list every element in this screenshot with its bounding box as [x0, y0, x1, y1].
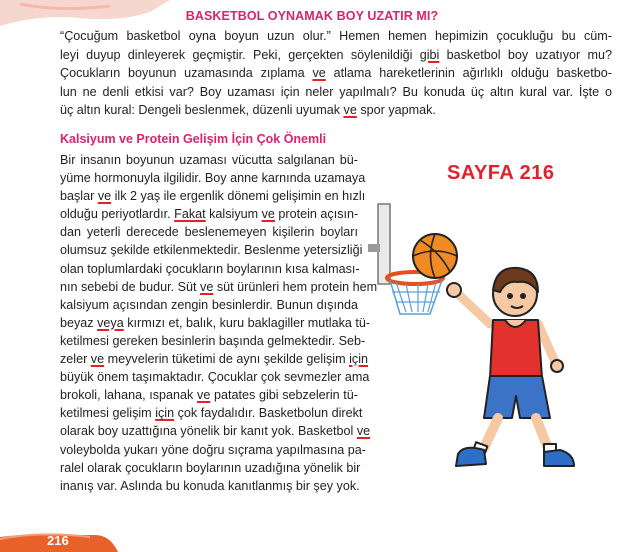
text-run: basketbol boy uzatıyor mu? — [439, 47, 612, 62]
underlined-word: veya — [97, 315, 124, 330]
text-run: üç altın kural: Dengeli beslenmek, düzenli uyumak — [60, 103, 344, 118]
text-run: olduğu periyotlardır. — [60, 207, 175, 222]
text-line — [60, 332, 366, 350]
text-run: zeler — [60, 352, 91, 367]
page-stamp: SAYFA 216 — [447, 162, 555, 184]
text-run: kırmızı et, balık, kuru baklagiller mutlaka tü- — [123, 315, 371, 330]
intro-paragraph — [60, 27, 612, 120]
underlined-word: gibi — [419, 47, 440, 62]
underlined-word: ve — [356, 424, 371, 439]
text-line — [60, 314, 371, 332]
underlined-word: ve — [343, 103, 357, 118]
text-run: olan toplumlardaki çocukların boylarının kısa kalması- — [60, 261, 360, 276]
text-run: spor yapmak. — [356, 103, 436, 118]
text-run: kalsiyum açısından zengin besinlerdir. Bunun dışında — [60, 297, 358, 312]
basketball-player-icon — [360, 196, 610, 486]
underlined-word: için — [349, 352, 368, 367]
text-line — [60, 46, 612, 65]
underlined-word: Fakat — [174, 207, 206, 222]
underlined-word: ve — [90, 352, 105, 367]
text-line — [60, 64, 612, 83]
text-run: “Çocuğum basketbol oyna boyun uzun olur.” Hemen hemen hepimizin çocukluğu bu cüm- — [60, 29, 612, 43]
text-line — [60, 101, 612, 120]
text-run: voleybolda yukarı yöne doğru sıçrama yapılmasına pa- — [60, 442, 366, 457]
text-line — [60, 386, 358, 404]
text-line — [60, 83, 612, 102]
text-run: brokoli, lahana, ıspanak — [60, 388, 198, 403]
underlined-word: ve — [261, 207, 275, 222]
text-run: atlama hareketlerinin ağırlıklı olduğu basketbo- — [325, 66, 612, 81]
underlined-word: ve — [200, 279, 214, 294]
text-line — [60, 350, 368, 368]
body-paragraph — [60, 151, 378, 495]
text-run: dan yeterli derecede beslenemeyen kişilerin boyları — [60, 225, 358, 240]
text-run: başlar — [60, 189, 98, 204]
text-line — [60, 223, 358, 241]
text-run: beyaz — [60, 315, 98, 330]
text-run: protein açısın- — [274, 207, 359, 222]
text-run: olumsuz şekilde etkilenmektedir. Beslenme yetersizliği — [60, 243, 363, 258]
underlined-word: ve — [312, 66, 326, 81]
text-run: kalsiyum — [205, 207, 262, 222]
text-line — [60, 278, 378, 296]
underlined-word: ve — [197, 388, 211, 403]
text-run: nın sebebi de budur. Süt — [60, 279, 201, 294]
text-run: ilk 2 yaş ile ergenlik dönemi gelişimin en hızlı — [111, 189, 366, 204]
text-run: ralel olarak çocukların boylarının uzadığına yönelik bir — [60, 460, 361, 475]
page-number: 216 — [47, 533, 69, 548]
text-line — [60, 27, 612, 46]
text-line — [60, 260, 358, 278]
text-run: çok faydalıdır. Basketbolun direkt — [174, 406, 363, 421]
text-run: lun ne denli etkisi var? Boy uzaması için neler yapılmalı? Bu konuda üç altın kural var. İşte o — [60, 84, 612, 99]
text-run: inanış var. Aslında bu konuda kanıtlanmış bir şey yok. — [60, 478, 360, 493]
text-line — [60, 459, 361, 477]
text-line — [60, 441, 366, 459]
text-run: olarak boy uzattığına yönelik bir kanıt yok. Basketbol — [60, 424, 357, 439]
basketball-icon — [413, 234, 457, 278]
text-line — [60, 241, 363, 259]
text-run: ketilmesi gereken besinlerin başında gelmektedir. Seb- — [60, 333, 366, 348]
text-line — [60, 169, 366, 187]
text-run: yüme hormonuyla ilgilidir. Boy anne karnında uzamaya — [60, 171, 366, 186]
text-line — [60, 404, 363, 422]
text-line — [60, 296, 358, 314]
text-run: ketilmesi gelişim — [60, 406, 156, 421]
underlined-word: ve — [97, 189, 112, 204]
text-run: leyi duyup dinleyerek geçmiştir. Peki, gerçekten söylenildiği — [60, 47, 420, 62]
text-line — [60, 477, 358, 495]
text-line — [60, 205, 358, 223]
text-run: patates gibi sebzelerin tü- — [210, 388, 358, 403]
text-run: süt ürünleri hem protein hem — [213, 279, 378, 294]
article-title: BASKETBOL OYNAMAK BOY UZATIR MI? — [185, 9, 439, 23]
section-subtitle: Kalsiyum ve Protein Gelişim İçin Çok Önemli — [60, 132, 327, 146]
text-run: meyvelerin tüketimi de aynı şekilde gelişim — [104, 352, 350, 367]
text-run: Bir insanın boyunun uzaması vücutta salgılanan bü- — [60, 153, 358, 167]
text-run: Çocukların boyunun uzamasında zıplama — [60, 66, 313, 81]
text-run: büyük önem taşımaktadır. Çocuklar çok sevmezler ama — [60, 370, 370, 385]
text-line — [60, 187, 366, 205]
text-line — [60, 422, 371, 440]
text-line — [60, 151, 358, 169]
text-line — [60, 368, 370, 386]
underlined-word: için — [155, 406, 175, 421]
